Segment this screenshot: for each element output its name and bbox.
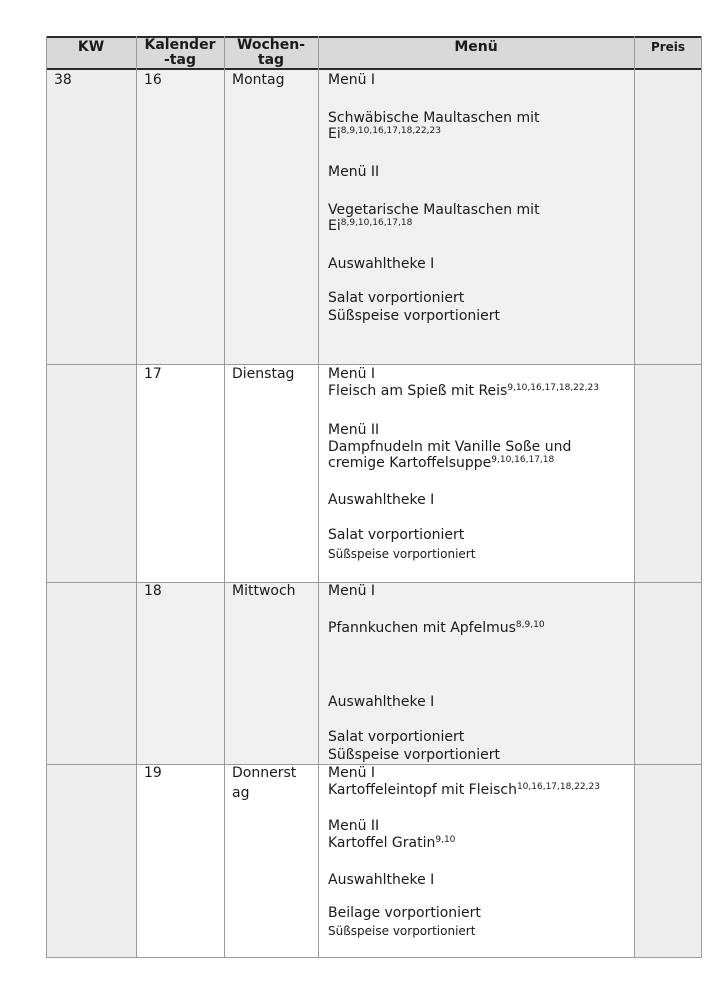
grid-line: [46, 364, 702, 365]
menu-dish: [328, 620, 628, 636]
allergen-codes: 10,16,17,18,22,23: [516, 782, 600, 792]
allergen-codes: 8,9,10: [515, 620, 545, 630]
menu-title: Auswahltheke I: [328, 492, 435, 508]
header-wochentag-line1: Wochen-: [236, 37, 306, 53]
dish-text: Kartoffel Gratin: [328, 835, 436, 851]
menu-plain: Süßspeise vorportioniert: [328, 547, 476, 561]
dish-line1: Schwäbische Maultaschen mit: [328, 110, 540, 126]
day-weekday: [232, 765, 296, 802]
grid-line: [46, 36, 47, 958]
menu-title: Auswahltheke I: [328, 694, 435, 710]
menu-title: Menü I: [328, 583, 376, 599]
menu-plain: Salat vorportioniert: [328, 290, 465, 306]
dish-line2-text: Ei: [328, 126, 341, 142]
grid-line: [224, 36, 225, 958]
menu-title: Auswahltheke I: [328, 872, 435, 888]
grid-line: [318, 36, 319, 958]
header-kalendertag: [136, 38, 224, 68]
price-column-shade: [634, 70, 702, 958]
menu-plain: Süßspeise vorportioniert: [328, 747, 500, 763]
grid-line: [634, 36, 635, 958]
dish-line2: [328, 218, 628, 234]
menu-title: Menü II: [328, 164, 380, 180]
allergen-codes: 9,10,16,17,18,22,23: [507, 383, 599, 393]
day-weekday: Dienstag: [232, 366, 295, 382]
header-kalendertag-line2: -tag: [164, 52, 196, 68]
kw-column-shade: [46, 70, 136, 958]
menu-title: Auswahltheke I: [328, 256, 435, 272]
dish-line1: Dampfnudeln mit Vanille Soße und: [328, 439, 572, 455]
allergen-codes: 8,9,10,16,17,18,22,23: [340, 126, 441, 136]
menu-plain: Beilage vorportioniert: [328, 905, 481, 921]
day-weekday: Mittwoch: [232, 583, 296, 599]
dish-line2-text: Ei: [328, 218, 341, 234]
menu-plain: Salat vorportioniert: [328, 729, 465, 745]
dish-line2: [328, 126, 628, 142]
menu-dish: [328, 202, 628, 234]
allergen-codes: 8,9,10,16,17,18: [340, 218, 413, 228]
dish-line2: [328, 455, 628, 471]
weekday-line2: ag: [232, 785, 250, 801]
dish-text: Kartoffeleintopf mit Fleisch: [328, 782, 517, 798]
menu-title: Menü I: [328, 72, 376, 88]
day-date: 18: [144, 583, 162, 599]
menu-plain: Süßspeise vorportioniert: [328, 924, 476, 938]
header-preis: Preis: [650, 40, 686, 54]
grid-line: [136, 36, 137, 958]
header-kw: KW: [77, 39, 105, 55]
header-wochentag: [224, 38, 318, 68]
allergen-codes: 9,10,16,17,18: [491, 455, 555, 465]
header-menu: Menü: [454, 39, 498, 55]
week-number: 38: [54, 72, 72, 88]
table-header: [46, 36, 702, 70]
dish-text: Pfannkuchen mit Apfelmus: [328, 620, 516, 636]
header-kalendertag-line1: Kalender: [144, 37, 216, 53]
menu-title: Menü I: [328, 366, 376, 382]
menu-dish: [328, 835, 628, 851]
dish-text: Fleisch am Spieß mit Reis: [328, 383, 508, 399]
menu-plan-table: [46, 36, 702, 958]
menu-title: Menü I: [328, 765, 376, 781]
grid-line: [46, 957, 702, 958]
menu-plain: Süßspeise vorportioniert: [328, 308, 500, 324]
menu-dish: [328, 110, 628, 142]
allergen-codes: 9,10: [435, 835, 456, 845]
dish-line2-text: cremige Kartoffelsuppe: [328, 455, 492, 471]
menu-plain: Salat vorportioniert: [328, 527, 465, 543]
weekday-line1: Donnerst: [232, 765, 297, 781]
menu-dish: [328, 782, 628, 798]
menu-title: Menü II: [328, 422, 380, 438]
menu-dish: [328, 439, 628, 471]
grid-line: [701, 36, 702, 958]
dish-line1: Vegetarische Maultaschen mit: [328, 202, 540, 218]
day-weekday: Montag: [232, 72, 285, 88]
menu-title: Menü II: [328, 818, 380, 834]
menu-dish: [328, 383, 628, 399]
header-wochentag-line2: tag: [257, 52, 285, 68]
day-date: 16: [144, 72, 162, 88]
day-date: 17: [144, 366, 162, 382]
day-date: 19: [144, 765, 162, 781]
